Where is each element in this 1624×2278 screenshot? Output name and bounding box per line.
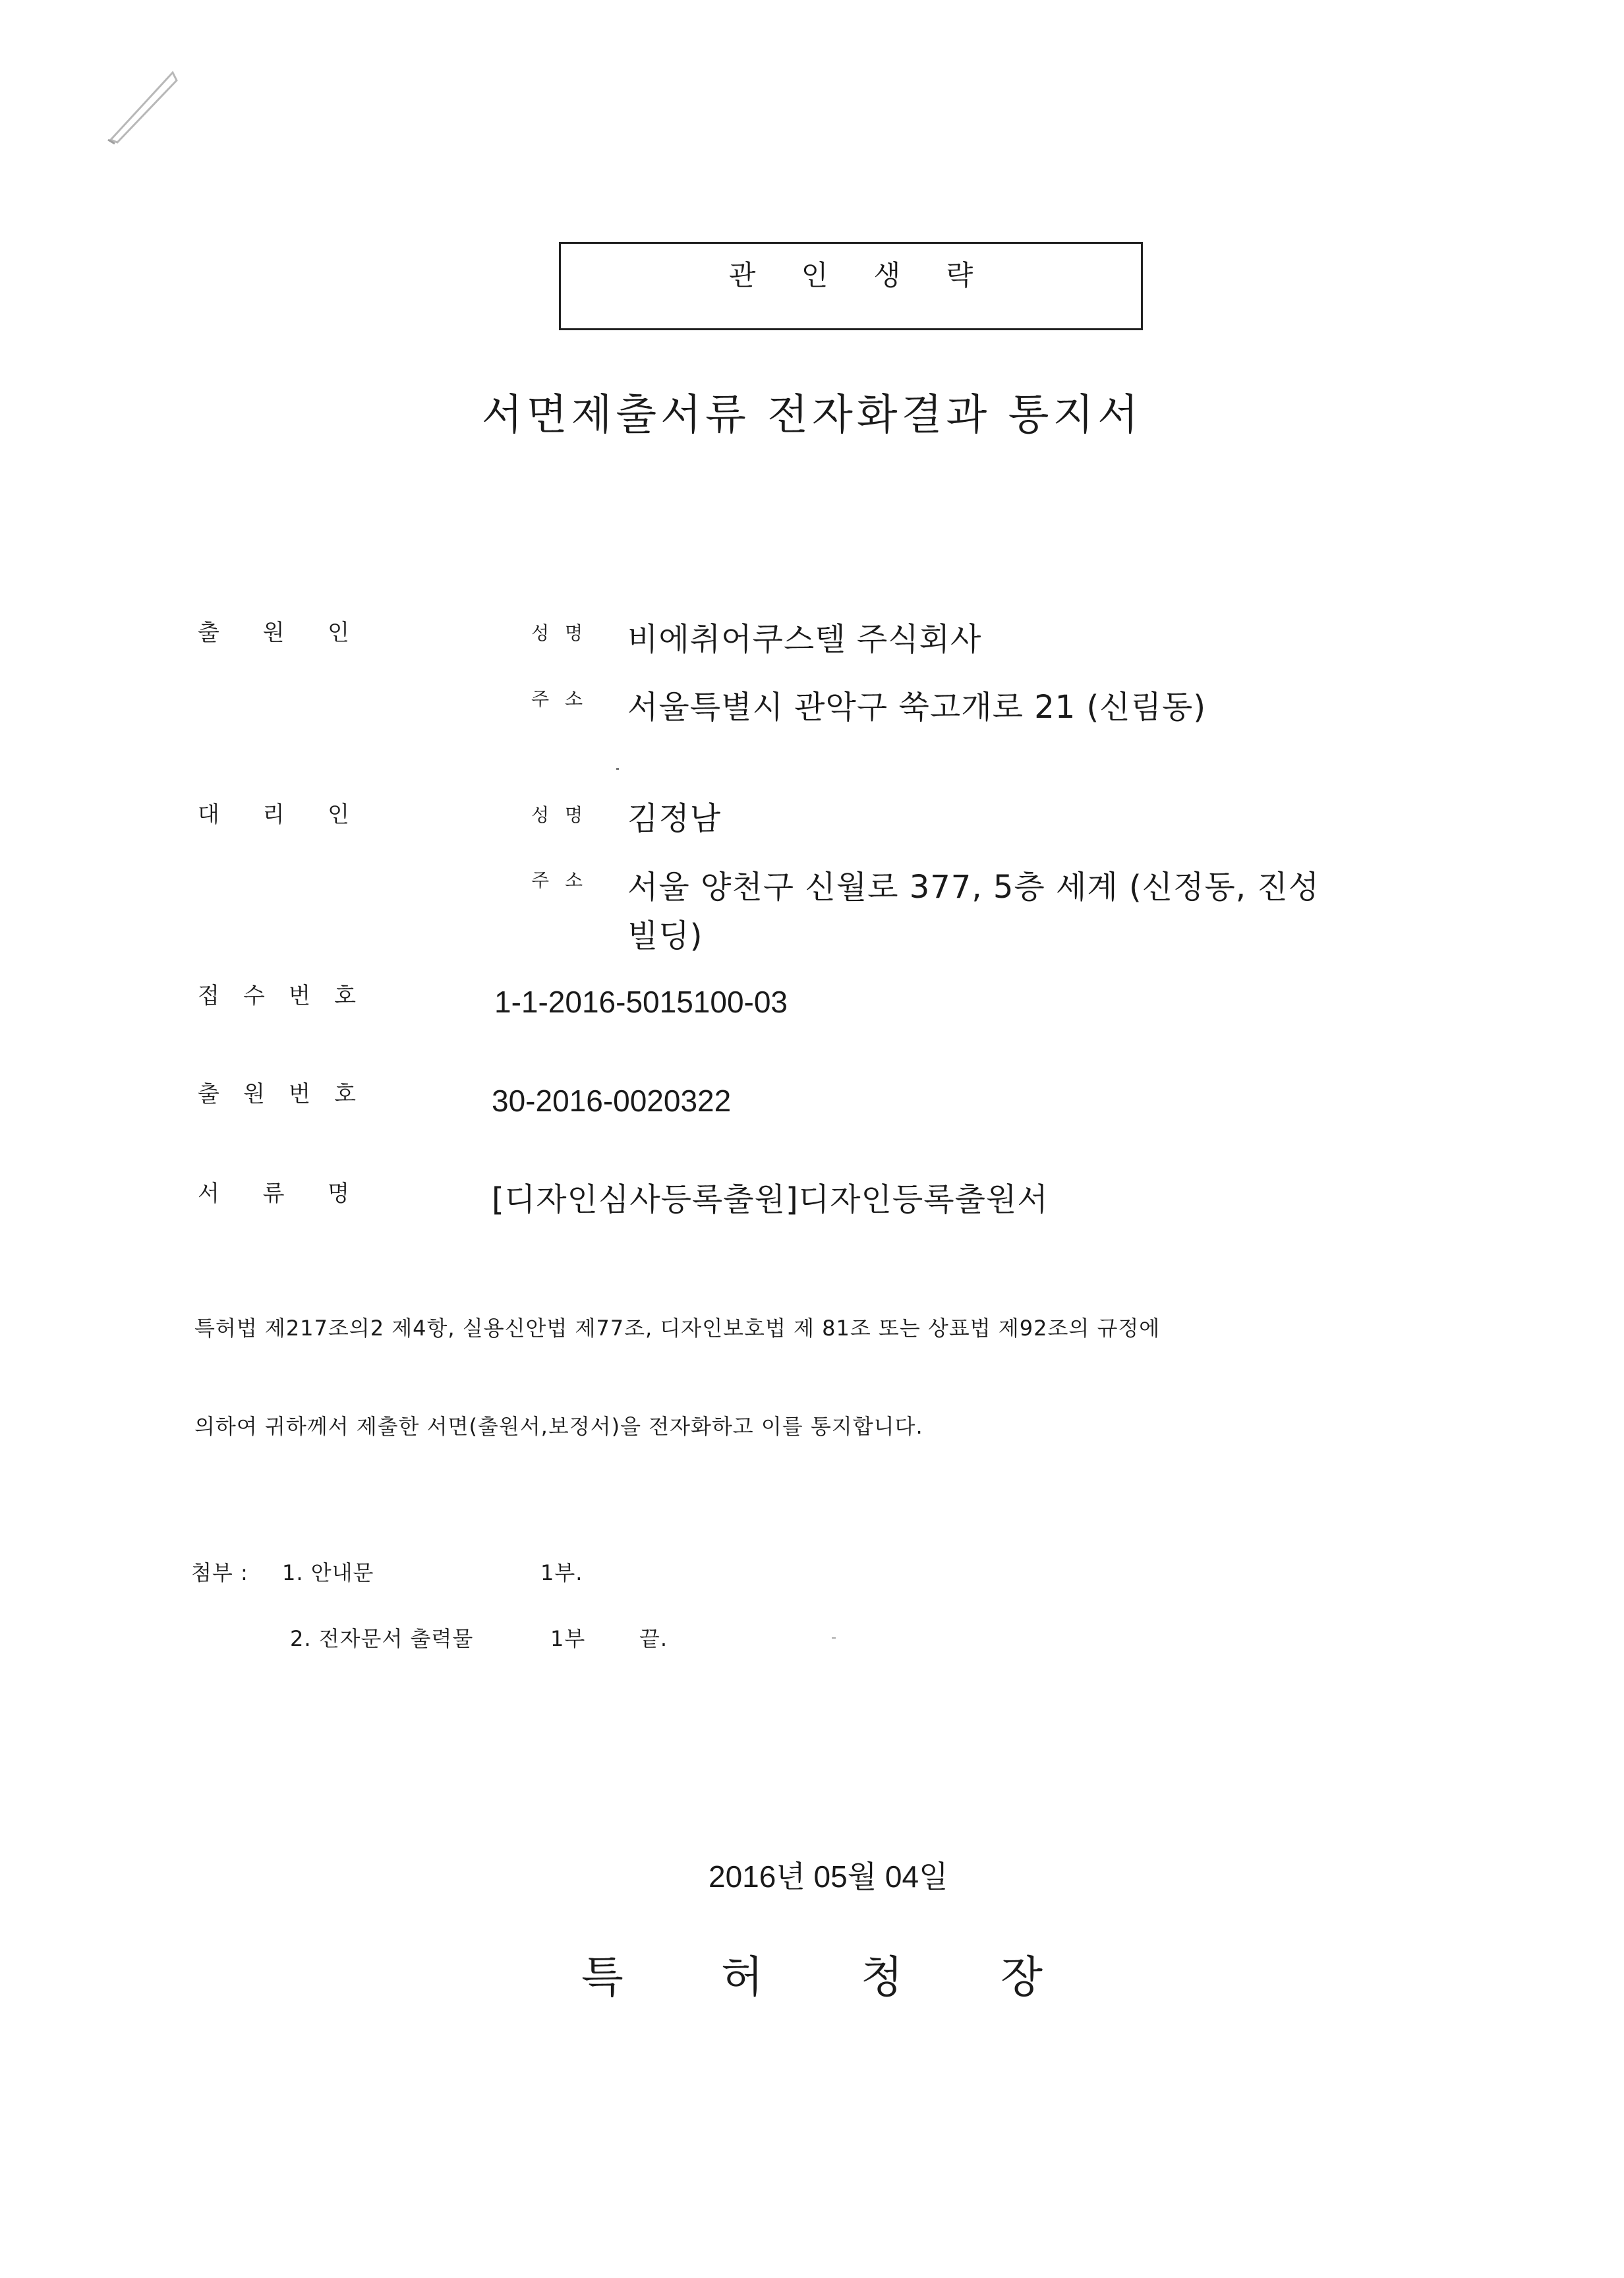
agent-label xyxy=(198,800,349,830)
attachment-item-1-count: 1부. xyxy=(540,1560,583,1585)
agent-label-char: 대 xyxy=(198,802,219,828)
applicant-label-char: 원 xyxy=(262,620,285,646)
receipt-number-label-char: 번 xyxy=(289,983,310,1009)
body-line-1: 특허법 제217조의2 제4항, 실용신안법 제77조, 디자인보호법 제 81조 또는 상표법 제92조의 규정에 xyxy=(194,1316,1161,1341)
agent-address-line1: 서울 양천구 신월로 377, 5층 세계 (신정동, 진성 xyxy=(627,869,1320,906)
agent-name-label xyxy=(531,802,583,829)
body-line-2: 의하여 귀하께서 제출한 서면(출원서,보정서)을 전자화하고 이를 통지합니다. xyxy=(194,1414,923,1439)
issuer-name xyxy=(0,1950,1624,2005)
scan-speck xyxy=(832,1637,836,1639)
issuer-char: 허 xyxy=(721,1952,763,2002)
application-number-label xyxy=(198,1079,356,1109)
applicant-name-label-char: 성 xyxy=(531,622,550,644)
applicant-label xyxy=(198,618,349,648)
agent-label-char: 리 xyxy=(262,802,285,828)
agent-address-label xyxy=(531,867,583,894)
pen-mark-icon xyxy=(99,66,185,152)
agent-name: 김정남 xyxy=(627,800,722,837)
agent-address-label-char: 주 xyxy=(531,869,550,891)
applicant-label-char: 인 xyxy=(328,620,349,646)
agent-label-char: 인 xyxy=(328,802,349,828)
applicant-address: 서울특별시 관악구 쑥고개로 21 (신림동) xyxy=(627,689,1207,726)
document-name-label xyxy=(198,1179,349,1209)
scan-speck xyxy=(616,768,619,770)
document-name-label-char: 류 xyxy=(262,1181,285,1207)
applicant-name-label xyxy=(531,620,583,647)
seal-omitted-text: 관 인 생 략 xyxy=(728,259,992,291)
issue-date: 2016년 05월 04일 xyxy=(709,1859,948,1894)
application-number-label-char: 출 xyxy=(198,1081,219,1107)
issuer-char: 청 xyxy=(861,1952,903,2002)
applicant-label-char: 출 xyxy=(198,620,219,646)
application-number-label-char: 번 xyxy=(289,1081,310,1107)
agent-name-label-char: 성 xyxy=(531,804,550,826)
end-mark: 끝. xyxy=(639,1626,668,1651)
applicant-name: 비에취어쿠스텔 주식회사 xyxy=(627,621,982,658)
attachment-item-2-count: 1부 xyxy=(550,1626,586,1651)
application-number-value: 30-2016-0020322 xyxy=(492,1084,732,1118)
application-number-label-char: 호 xyxy=(334,1081,356,1107)
application-number-label-char: 원 xyxy=(243,1081,265,1107)
agent-address-label-char: 소 xyxy=(564,869,583,891)
attachment-item-1-label: 1. 안내문 xyxy=(282,1560,374,1585)
applicant-address-label-char: 주 xyxy=(531,688,550,710)
document-name-label-char: 서 xyxy=(198,1181,219,1207)
receipt-number-label-char: 호 xyxy=(334,983,356,1009)
document-name-value: [디자인심사등록출원]디자인등록출원서 xyxy=(492,1181,1049,1218)
seal-omitted-box xyxy=(559,242,1143,330)
applicant-name-label-char: 명 xyxy=(564,622,583,644)
document-name-label-char: 명 xyxy=(328,1181,349,1207)
applicant-address-label-char: 소 xyxy=(564,688,583,710)
attachment-item-2-label: 2. 전자문서 출력물 xyxy=(290,1626,474,1651)
issuer-char: 특 xyxy=(581,1952,624,2002)
attachments-prefix: 첨부 : xyxy=(191,1560,248,1585)
agent-address-line2: 빌딩) xyxy=(627,918,703,954)
receipt-number-value: 1-1-2016-5015100-03 xyxy=(494,985,788,1019)
receipt-number-label xyxy=(198,981,356,1011)
applicant-address-label xyxy=(531,686,583,713)
receipt-number-label-char: 수 xyxy=(243,983,265,1009)
document-title: 서면제출서류 전자화결과 통지서 xyxy=(481,391,1143,440)
agent-name-label-char: 명 xyxy=(564,804,583,826)
issuer-char: 장 xyxy=(1000,1952,1043,2002)
receipt-number-label-char: 접 xyxy=(198,983,219,1009)
